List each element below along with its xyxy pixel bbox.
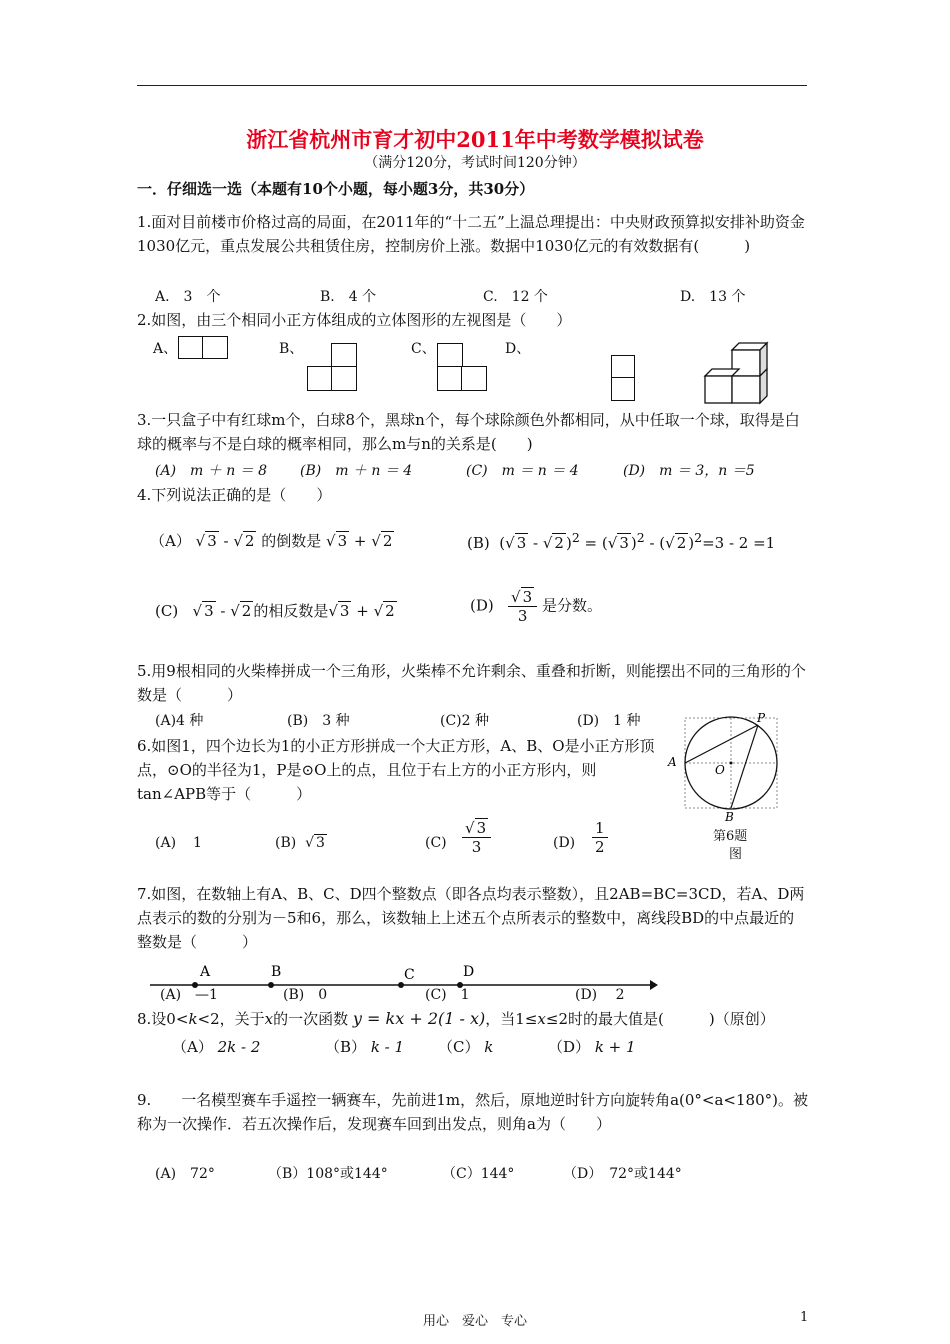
q6-figure bbox=[665, 710, 795, 822]
q2-d-square-top bbox=[611, 355, 635, 379]
q2-label-a: A、 bbox=[153, 341, 178, 357]
q4-b-r3b: 3 bbox=[619, 534, 629, 552]
q4-c-tail: 的相反数是 bbox=[253, 602, 329, 620]
q7-option-a: (A) —1 bbox=[160, 987, 218, 1003]
q4-a-tail: 的倒数是 bbox=[261, 532, 322, 550]
q8-a-value: 2k - 2 bbox=[217, 1038, 261, 1056]
q6-option-d-label: (D) bbox=[553, 835, 576, 851]
q4-d-tail: 是分数。 bbox=[541, 596, 602, 615]
question-7-text: 7.如图，在数轴上有A、B、C、D四个整数点（即各点均表示整数），且2AB=BC=3CD，若A、D两点表示的数的分别为－5和6，那么，该数轴上上述五个点所表示的整数中，离线段BD的中点最近的整数是（ ） bbox=[137, 885, 805, 951]
q4-option-d bbox=[470, 588, 602, 625]
q4-d-label: (D) bbox=[470, 596, 494, 615]
q6-d-num: 1 bbox=[592, 819, 608, 838]
q8-c-label: （C） bbox=[438, 1038, 480, 1056]
q4-c-r2: 2 bbox=[241, 602, 252, 620]
q6-label-p: P bbox=[757, 711, 766, 725]
q4-b-sq3: 2 bbox=[694, 530, 703, 545]
q3-option-c: (C) m ＝ n ＝ 4 bbox=[466, 463, 579, 479]
question-6-text: 6.如图1，四个边长为1的小正方形拼成一个大正方形，A、B、O是小正方形顶点，⊙O的半径为1，P是⊙O上的点，且位于右上方的小正方形内，则tan∠APB等于（ ） bbox=[137, 737, 655, 803]
q4-b-minus2: - bbox=[644, 534, 660, 552]
q4-a-r3: 3 bbox=[207, 532, 217, 550]
q8-b-value: k - 1 bbox=[370, 1038, 405, 1056]
q4-a-expr: √ 3 - √ 2 bbox=[195, 532, 255, 550]
q8-mid: <2，关于 bbox=[197, 1010, 265, 1028]
q4-b-r2: 2 bbox=[554, 534, 564, 552]
q4-c-plus: + bbox=[351, 602, 374, 620]
q8-x: x bbox=[264, 1010, 274, 1028]
top-rule bbox=[137, 85, 807, 86]
q4-d-den: 3 bbox=[517, 607, 528, 625]
q6-label-b: B bbox=[725, 810, 734, 822]
section-heading: 一．仔细选一选（本题有10个小题，每小题3分，共30分） bbox=[137, 180, 535, 198]
q4-d-r3: 3 bbox=[522, 588, 533, 606]
q4-b-tail: =3 - 2 =1 bbox=[702, 534, 776, 552]
q4-c-expr: √ 3 - √ 2 bbox=[192, 602, 252, 620]
q2-b-square-br bbox=[331, 366, 357, 391]
q5-option-c: (C)2 种 bbox=[440, 713, 489, 729]
q5-option-d: (D) 1 种 bbox=[577, 713, 641, 729]
q6-b-r3: 3 bbox=[316, 835, 325, 851]
q6-b-label: (B) bbox=[275, 835, 297, 851]
q8-d-value: k + 1 bbox=[594, 1038, 636, 1056]
question-4-text: 4.下列说法正确的是（ ） bbox=[137, 486, 332, 504]
q4-c-result: √ 3 + √ 2 bbox=[328, 602, 395, 620]
q7-label-c: C bbox=[404, 967, 415, 983]
q4-b-minus: - bbox=[528, 534, 543, 552]
q6-b-sqrt: √ 3 bbox=[305, 835, 325, 851]
q4-c-label: (C) bbox=[155, 602, 179, 620]
question-2-text: 2.如图，由三个相同小正方体组成的立体图形的左视图是（ ） bbox=[137, 311, 572, 329]
q6-caption-1: 第6题 bbox=[713, 829, 748, 844]
q2-d-square-bottom bbox=[611, 377, 635, 401]
q8-option-b bbox=[325, 1036, 404, 1057]
q4-a-plus: + bbox=[349, 532, 372, 550]
q4-c-r2b: 2 bbox=[385, 602, 395, 620]
q8-option-c bbox=[438, 1036, 493, 1057]
q8-option-d bbox=[548, 1036, 636, 1057]
q9-option-b: （B）108°或144° bbox=[268, 1166, 388, 1182]
cube-right-side bbox=[760, 369, 767, 403]
q9-option-d: （D） 72°或144° bbox=[563, 1166, 682, 1182]
question-9-text: 9. 一名模型赛车手遥控一辆赛车，先前进1m，然后，原地逆时针方向旋转角a(0°<a<180°)。被称为一次操作．若五次操作后，发现赛车回到出发点，则角a为（ ） bbox=[137, 1091, 808, 1133]
q6-option-a-value: 1 bbox=[193, 835, 202, 851]
q6-c-num: √ 3 bbox=[462, 819, 491, 838]
q3-option-a: (A) m ＋ n ＝ 8 bbox=[155, 463, 268, 479]
q6-option-a-label: (A) bbox=[155, 835, 177, 851]
q6-c-den: 3 bbox=[471, 838, 482, 856]
q8-k: k bbox=[188, 1010, 198, 1028]
q2-c-square-bl bbox=[437, 366, 463, 391]
q7-label-a: A bbox=[200, 964, 211, 980]
q4-b-expr: (√ 3 - √ 2 )$^2$ = (√ 3 )$^2$ - (√ 2 )$^2$=3 - 2 =1 bbox=[499, 530, 776, 552]
q4-a-r2b: 2 bbox=[382, 532, 393, 550]
question-3-text: 3.一只盒子中有红球m个，白球8个，黑球n个，每个球除颜色外都相同，从中任取一个球，取得是白球的概率与不是白球的概率相同，那么m与n的关系是( ) bbox=[137, 411, 800, 453]
q2-label-c: C、 bbox=[411, 341, 436, 357]
q8-formula: y = kx + 2(1 - x) bbox=[352, 1009, 486, 1028]
q2-a-square-2 bbox=[202, 336, 228, 359]
question-8-text bbox=[137, 1008, 775, 1029]
q6-label-a: A bbox=[668, 755, 677, 769]
q8-b-label: （B） bbox=[325, 1038, 367, 1056]
q8-mid3: ，当1≤ bbox=[485, 1010, 538, 1028]
q6-d-fraction bbox=[592, 819, 608, 856]
q3-option-d: (D) m ＝ 3，n ＝5 bbox=[623, 463, 755, 479]
q2-c-square-br bbox=[461, 366, 487, 391]
q4-c-minus: - bbox=[215, 602, 231, 620]
q6-c-fraction bbox=[462, 819, 491, 856]
cube-right-front bbox=[732, 376, 760, 403]
q8-d-label: （D） bbox=[548, 1038, 591, 1056]
q7-option-c: (C) 1 bbox=[425, 987, 470, 1003]
q8-x2: x bbox=[537, 1010, 546, 1028]
q2-c-square-top bbox=[437, 343, 463, 368]
page-number: 1 bbox=[800, 1310, 809, 1325]
q2-b-square-top bbox=[331, 343, 357, 368]
q8-mid2: 的一次函数 bbox=[273, 1010, 349, 1028]
q8-c-value: k bbox=[484, 1038, 494, 1056]
q2-3d-figure bbox=[700, 338, 775, 408]
q6-center-dot bbox=[730, 762, 733, 765]
q7-point-b bbox=[268, 982, 274, 988]
q6-option-d bbox=[592, 819, 608, 856]
q4-b-r3: 3 bbox=[516, 534, 527, 552]
q6-c-r3: 3 bbox=[476, 819, 487, 837]
cube-left-top bbox=[705, 369, 739, 376]
q9-option-a: (A) 72° bbox=[155, 1166, 215, 1182]
q4-a-r2: 2 bbox=[244, 532, 255, 550]
q8-a-label: （A） bbox=[172, 1038, 213, 1056]
q6-option-c bbox=[462, 819, 491, 856]
q6-option-b bbox=[275, 835, 327, 851]
q4-a-r3b: 3 bbox=[337, 532, 348, 550]
q6-caption-2: 图 bbox=[729, 847, 743, 862]
q7-arrow bbox=[650, 980, 658, 990]
q2-label-d: D、 bbox=[505, 341, 531, 357]
q8-post: ≤2时的最大值是( )（原创） bbox=[545, 1010, 775, 1028]
q4-option-c bbox=[155, 600, 397, 621]
cube-left-front bbox=[705, 376, 732, 403]
q4-d-fraction bbox=[508, 588, 537, 625]
q2-label-b: B、 bbox=[279, 341, 304, 357]
q1-option-d: D. 13 个 bbox=[680, 289, 746, 305]
q4-a-result: √ 3 + √ 2 bbox=[326, 532, 393, 550]
q4-b-sq1: 2 bbox=[571, 530, 580, 545]
q1-option-c: C. 12 个 bbox=[483, 289, 548, 305]
question-1-text: 1.面对目前楼市价格过高的局面，在2011年的“十二五”上温总理提出：中央财政预算拟安排补助资金1030亿元，重点发展公共租赁住房，控制房价上涨。数据中1030亿元的有效数据有( ) bbox=[137, 213, 805, 255]
q9-option-c: （C）144° bbox=[442, 1166, 515, 1182]
q6-d-den: 2 bbox=[595, 838, 605, 856]
q4-a-label: （A） bbox=[150, 532, 191, 550]
q4-b-label: (B) bbox=[467, 534, 490, 552]
q1-option-b: B. 4 个 bbox=[320, 289, 377, 305]
q7-option-b: (B) 0 bbox=[283, 987, 328, 1003]
q4-option-a bbox=[150, 530, 394, 551]
q2-b-square-bl bbox=[307, 366, 333, 391]
question-5-text: 5.用9根相同的火柴棒拼成一个三角形，火柴棒不允许剩余、重叠和折断，则能摆出不同的三角形的个数是（ ） bbox=[137, 662, 806, 704]
q6-option-c-label: (C) bbox=[425, 835, 447, 851]
q4-b-r2b: 2 bbox=[676, 534, 687, 552]
q4-d-num: √ 3 bbox=[508, 588, 537, 607]
page-title: 浙江省杭州市育才初中2011年中考数学模拟试卷 bbox=[246, 127, 704, 152]
q4-c-r3b: 3 bbox=[339, 602, 350, 620]
q3-option-b: (B) m ＋ n ＝ 4 bbox=[300, 463, 413, 479]
q4-b-sq2: 2 bbox=[636, 530, 645, 545]
q2-a-square-1 bbox=[178, 336, 204, 359]
q5-option-a: (A)4 种 bbox=[155, 713, 204, 729]
q1-option-a: A. 3 个 bbox=[155, 289, 221, 305]
q7-label-d: D bbox=[463, 964, 475, 980]
q8-option-a bbox=[172, 1036, 260, 1057]
page-subtitle: （满分120分，考试时间120分钟） bbox=[364, 155, 586, 171]
q7-option-d: (D) 2 bbox=[575, 987, 625, 1003]
q4-option-b bbox=[467, 530, 775, 552]
footer-text: 用心 爱心 专心 bbox=[422, 1314, 527, 1329]
q4-a-minus: - bbox=[218, 532, 234, 550]
q4-b-eq: = bbox=[579, 534, 602, 552]
q6-label-o: O bbox=[715, 763, 725, 777]
q5-option-b: (B) 3 种 bbox=[287, 713, 350, 729]
q8-pre: 8.设0< bbox=[137, 1010, 189, 1028]
q7-label-b: B bbox=[271, 964, 282, 980]
q4-c-r3: 3 bbox=[204, 602, 214, 620]
